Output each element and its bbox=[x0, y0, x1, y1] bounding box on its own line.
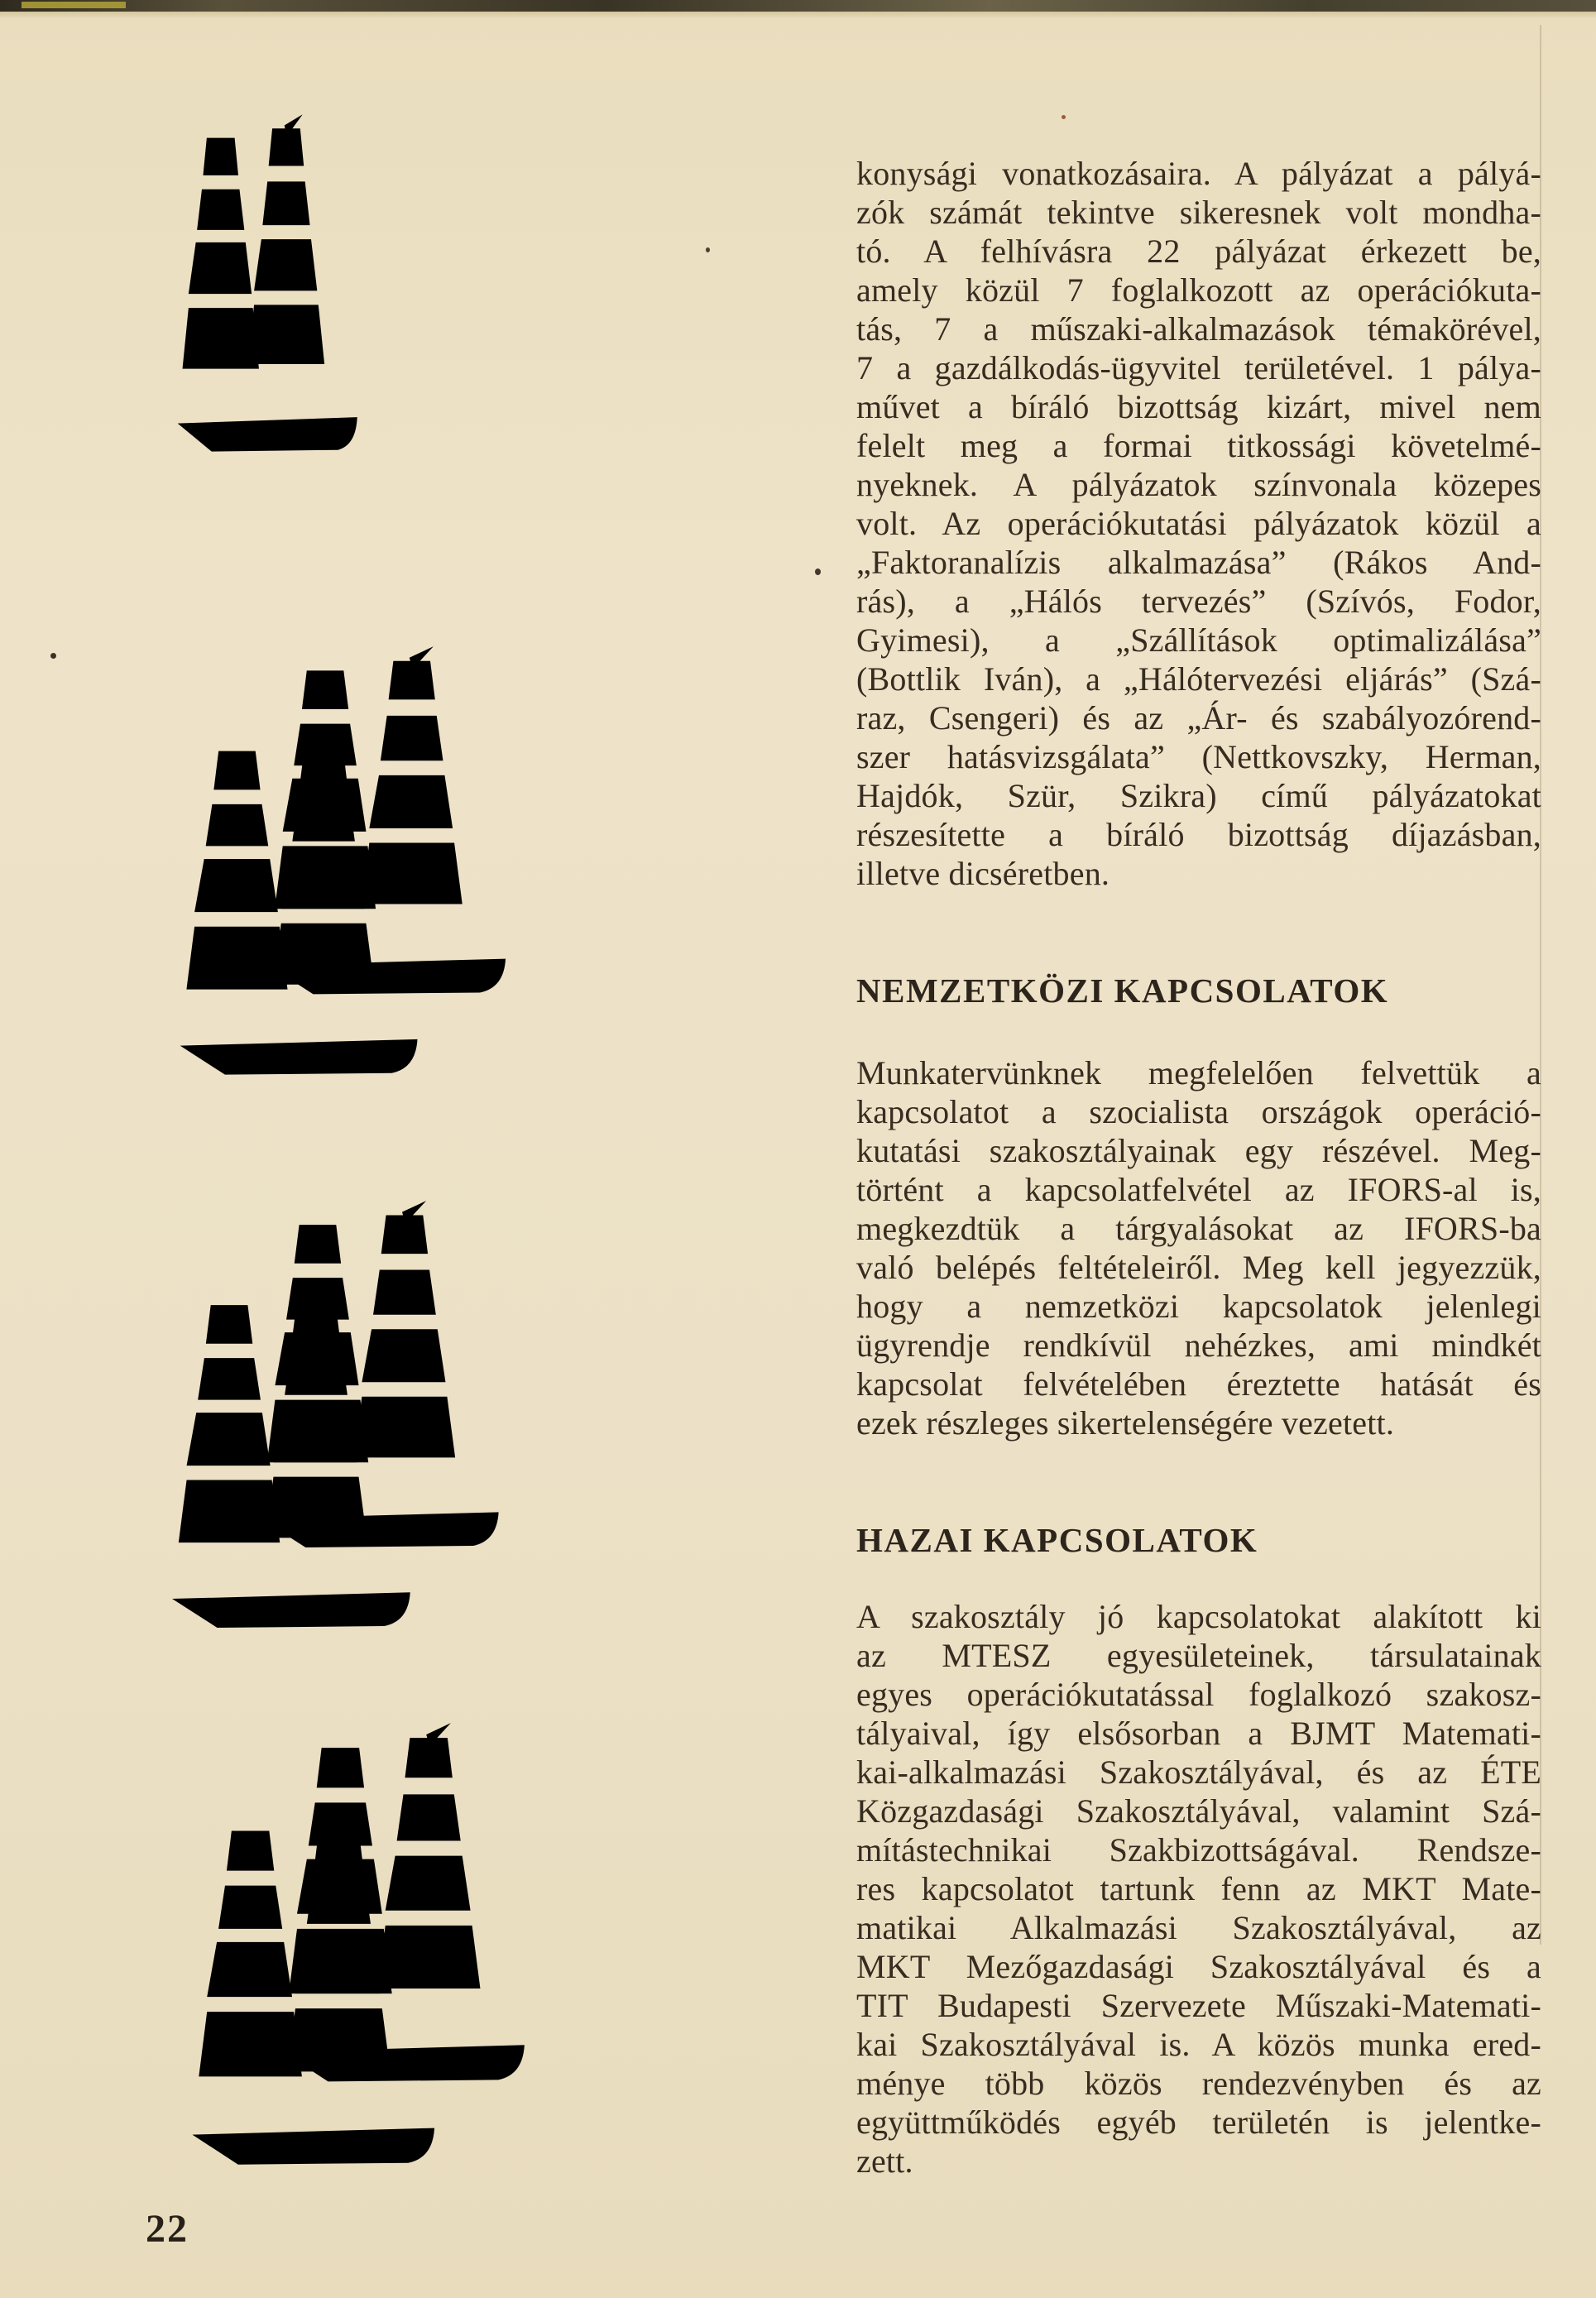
text-line: kapcsolat felvételében éreztette hatását és bbox=[856, 1365, 1541, 1403]
text-line: részesítette a bíráló bizottság díjazásban, bbox=[856, 816, 1541, 853]
sailing-ship-illustration bbox=[60, 1177, 630, 1706]
article-text-column bbox=[856, 154, 1541, 2180]
page-number: 22 bbox=[146, 2207, 189, 2251]
text-line: MKT Mezőgazdasági Szakosztályával és a bbox=[856, 1948, 1541, 1985]
text-line: hogy a nemzetközi kapcsolatok jelenlegi bbox=[856, 1288, 1541, 1325]
text-line: megkezdtük a tárgyalásokat az IFORS-ba bbox=[856, 1210, 1541, 1247]
text-line: tás, 7 a műszaki-alkalmazások témakörével, bbox=[856, 310, 1541, 348]
text-line: szer hatásvizsgálata” (Nettkovszky, Herman, bbox=[856, 738, 1541, 775]
text-line: művet a bíráló bizottság kizárt, mivel nem bbox=[856, 388, 1541, 425]
text-line: 7 a gazdálkodás-ügyvitel területével. 1 pálya- bbox=[856, 349, 1541, 386]
scan-speck bbox=[706, 247, 710, 252]
sailing-ship-illustration bbox=[78, 1698, 659, 2246]
text-line: való belépés feltételeiről. Meg kell jegyezzük, bbox=[856, 1249, 1541, 1286]
text-line: matikai Alkalmazási Szakosztályával, az bbox=[856, 1909, 1541, 1946]
text-line: kutatási szakosztályainak egy részével. Meg- bbox=[856, 1132, 1541, 1169]
sailing-ship-illustration bbox=[68, 622, 637, 1154]
text-line: mítástechnikai Szakbizottságával. Rendsze- bbox=[856, 1831, 1541, 1869]
text-line: ménye több közös rendezvényben és az bbox=[856, 2065, 1541, 2102]
text-line: tó. A felhívásra 22 pályázat érkezett be, bbox=[856, 233, 1541, 270]
text-line: kai-alkalmazási Szakosztályával, és az ÉTE bbox=[856, 1753, 1541, 1791]
scan-edge bbox=[0, 0, 1596, 12]
text-line: rás), a „Hálós tervezés” (Szívós, Fodor, bbox=[856, 583, 1541, 620]
text-line: nyeknek. A pályázatok színvonala közepes bbox=[856, 466, 1541, 503]
section-heading: NEMZETKÖZI KAPCSOLATOK bbox=[856, 971, 1389, 1010]
text-line: kai Szakosztályával is. A közös munka ered- bbox=[856, 2026, 1541, 2063]
text-line: felelt meg a formai titkossági követelmé- bbox=[856, 427, 1541, 464]
sailing-ship-illustration bbox=[93, 91, 457, 528]
text-line: Gyimesi), a „Szállítások optimalizálása” bbox=[856, 621, 1541, 659]
text-line: az MTESZ egyesületeinek, társulatainak bbox=[856, 1637, 1541, 1674]
paragraph bbox=[856, 1597, 1541, 2180]
text-line: történt a kapcsolatfelvétel az IFORS-al is, bbox=[856, 1171, 1541, 1208]
scan-speck bbox=[50, 653, 56, 659]
scan-speck bbox=[1062, 115, 1066, 119]
text-line: konysági vonatkozásaira. A pályázat a pályá- bbox=[856, 155, 1541, 192]
text-line: „Faktoranalízis alkalmazása” (Rákos And- bbox=[856, 544, 1541, 581]
text-line: zók számát tekintve sikeresnek volt mondha- bbox=[856, 194, 1541, 231]
text-line: amely közül 7 foglalkozott az operációkuta- bbox=[856, 271, 1541, 309]
text-line: ezek részleges sikertelenségére vezetett. bbox=[856, 1404, 1395, 1442]
text-line: Munkatervünknek megfelelően felvettük a bbox=[856, 1054, 1541, 1091]
text-line: raz, Csengeri) és az „Ár- és szabályozórend- bbox=[856, 699, 1541, 736]
text-line: egyes operációkutatással foglalkozó szakosz- bbox=[856, 1676, 1541, 1713]
text-line: TIT Budapesti Szervezete Műszaki-Matemati- bbox=[856, 1987, 1541, 2024]
scan-speck bbox=[815, 569, 821, 575]
text-line: Közgazdasági Szakosztályával, valamint Szá- bbox=[856, 1792, 1541, 1830]
text-line: együttműködés egyéb területén is jelentke- bbox=[856, 2104, 1541, 2141]
text-line: (Bottlik Iván), a „Hálótervezési eljárás” (Szá- bbox=[856, 660, 1541, 698]
scan-edge-gold-strip bbox=[22, 2, 126, 8]
text-line: A szakosztály jó kapcsolatokat alakított ki bbox=[856, 1598, 1541, 1635]
text-line: zett. bbox=[856, 2142, 913, 2180]
text-line: ügyrendje rendkívül nehézkes, ami mindkét bbox=[856, 1327, 1541, 1364]
text-line: illetve dicséretben. bbox=[856, 855, 1110, 892]
text-line: tályaival, így elsősorban a BJMT Matemati- bbox=[856, 1715, 1541, 1752]
paragraph bbox=[856, 1053, 1541, 1442]
text-line: volt. Az operációkutatási pályázatok közül a bbox=[856, 505, 1541, 542]
text-line: kapcsolatot a szocialista országok operáció- bbox=[856, 1093, 1541, 1130]
text-line: res kapcsolatot tartunk fenn az MKT Mate- bbox=[856, 1870, 1541, 1907]
scan-edge-highlight bbox=[0, 12, 1596, 19]
paragraph bbox=[856, 154, 1541, 893]
section-heading: HAZAI KAPCSOLATOK bbox=[856, 1521, 1258, 1559]
text-line: Hajdók, Szür, Szikra) című pályázatokat bbox=[856, 777, 1541, 814]
